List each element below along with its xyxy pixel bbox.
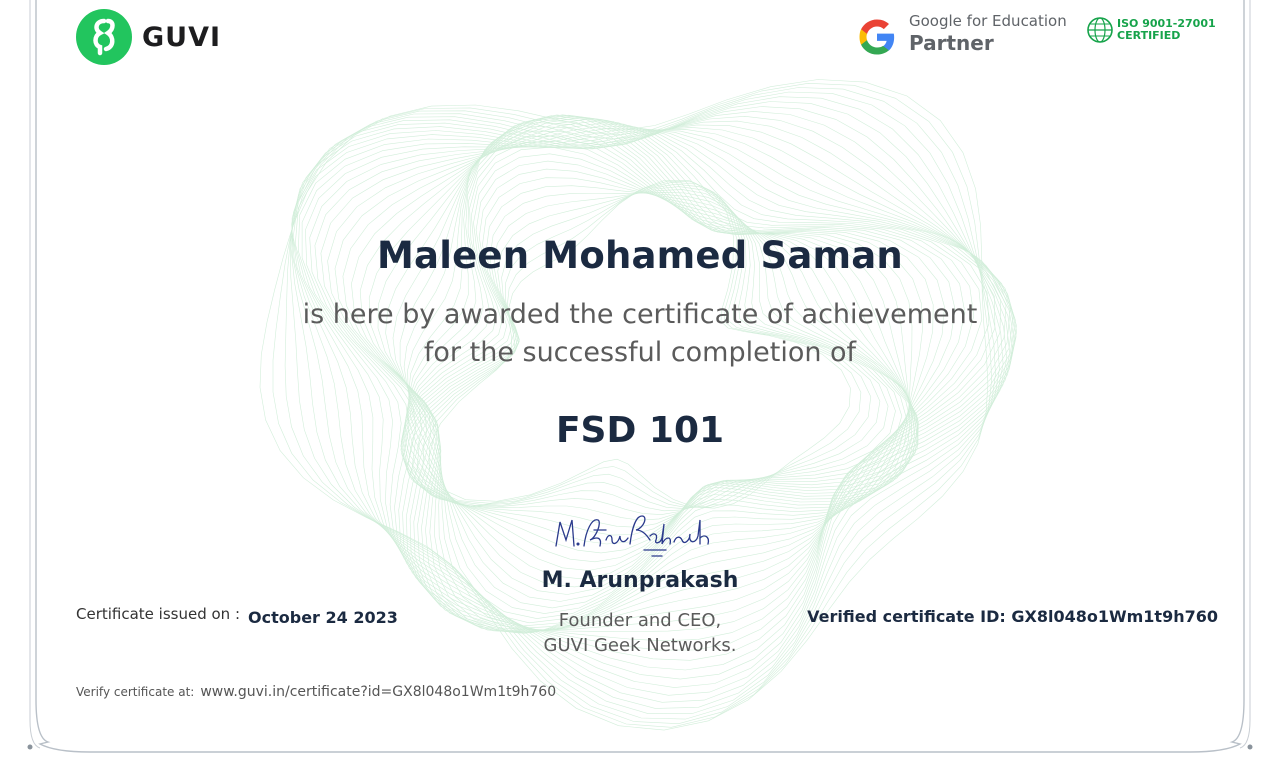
course-name: FSD 101 — [555, 410, 725, 451]
recipient-name: Maleen Mohamed Saman — [377, 234, 903, 277]
globe-icon — [1085, 15, 1115, 45]
issued-label: Certificate issued on : — [76, 605, 241, 623]
brand-name: GUVI — [142, 21, 222, 53]
signature-image — [550, 500, 740, 560]
issued-info — [76, 604, 398, 627]
verified-certificate-id: Verified certificate ID: GX8l048o1Wm1t9h760 — [807, 607, 1218, 626]
iso-line-1: ISO 9001-27001 — [1117, 17, 1216, 30]
signatory-title-line-1: Founder and CEO, — [558, 610, 722, 631]
award-statement — [0, 296, 1280, 372]
iso-line-2: CERTIFIED — [1117, 29, 1181, 42]
issued-date: October 24 2023 — [248, 608, 398, 627]
award-line-2: for the successful completion of — [423, 337, 857, 368]
iso-badge — [1085, 15, 1216, 45]
google-g-icon — [856, 16, 898, 58]
verify-link[interactable]: www.guvi.in/certificate?id=GX8l048o1Wm1t9h760 — [200, 684, 557, 700]
guvi-logo-icon — [76, 9, 132, 65]
signatory-title-line-2: GUVI Geek Networks. — [543, 635, 737, 656]
verify-label: Verify certificate at: — [76, 685, 195, 699]
partner-line-1: Google for Education — [909, 12, 1067, 30]
signatory-name: M. Arunprakash — [541, 568, 739, 593]
google-for-education-badge — [856, 14, 1067, 58]
award-line-1: is here by awarded the certificate of achievement — [302, 299, 978, 330]
guvi-logo — [76, 9, 221, 65]
partner-line-2: Partner — [909, 31, 994, 55]
verify-info — [76, 684, 556, 700]
